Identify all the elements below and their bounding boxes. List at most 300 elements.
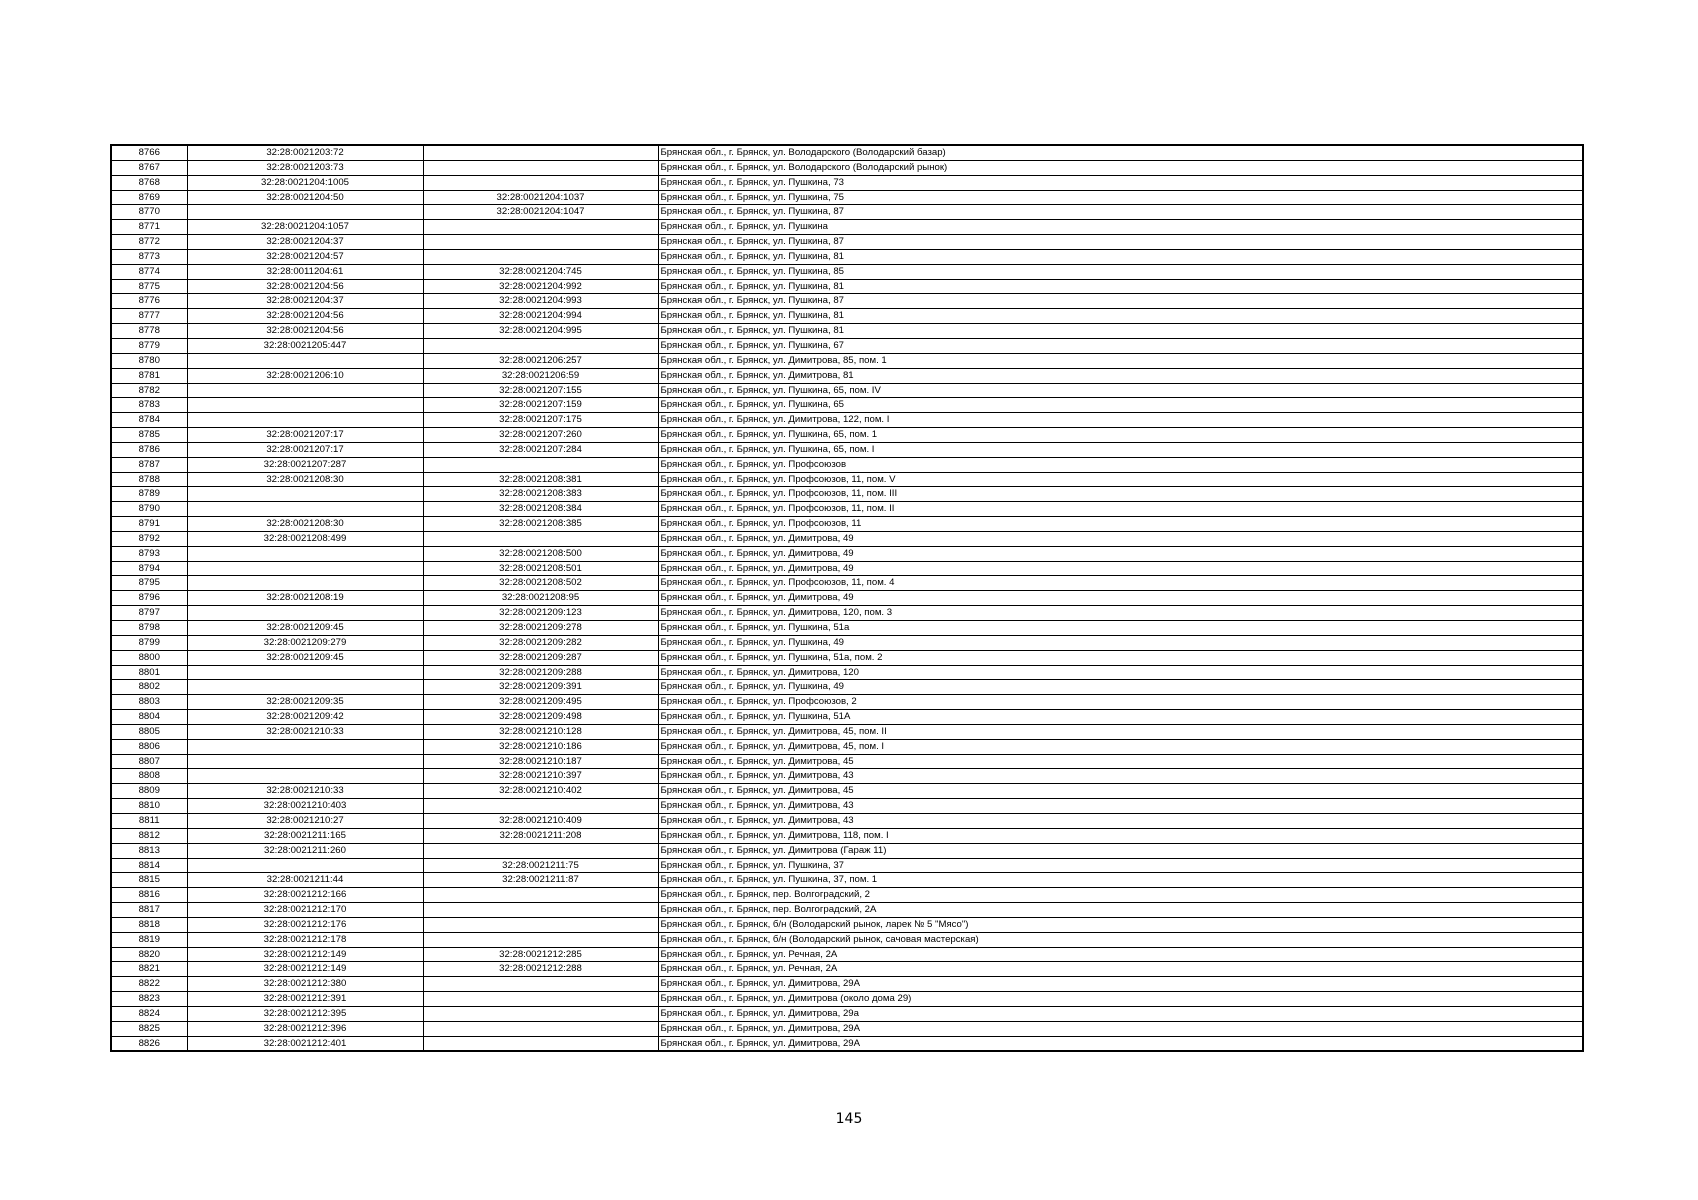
row-number-cell: 8796 <box>111 591 187 606</box>
building-cadastral-cell <box>423 992 658 1007</box>
land-cadastral-cell: 32:28:0021212:178 <box>187 932 423 947</box>
building-cadastral-cell: 32:28:0021204:994 <box>423 309 658 324</box>
building-cadastral-cell <box>423 145 658 160</box>
building-cadastral-cell: 32:28:0021208:502 <box>423 576 658 591</box>
row-number-cell: 8821 <box>111 962 187 977</box>
table-row <box>111 873 1583 888</box>
land-cadastral-cell: 32:28:0021206:10 <box>187 368 423 383</box>
row-number-cell: 8777 <box>111 309 187 324</box>
row-number-cell: 8823 <box>111 992 187 1007</box>
table-row <box>111 754 1583 769</box>
address-cell: Брянская обл., г. Брянск, ул. Пушкина, 81 <box>658 279 1583 294</box>
table-row <box>111 457 1583 472</box>
building-cadastral-cell <box>423 235 658 250</box>
building-cadastral-cell <box>423 338 658 353</box>
address-cell: Брянская обл., г. Брянск, ул. Пушкина, 51А <box>658 710 1583 725</box>
address-cell: Брянская обл., г. Брянск, ул. Пушкина, 81 <box>658 309 1583 324</box>
row-number-cell: 8808 <box>111 769 187 784</box>
address-cell: Брянская обл., г. Брянск, ул. Пушкина, 49 <box>658 635 1583 650</box>
table-row <box>111 398 1583 413</box>
table-row <box>111 309 1583 324</box>
land-cadastral-cell: 32:28:0021209:279 <box>187 635 423 650</box>
land-cadastral-cell: 32:28:0021212:395 <box>187 1006 423 1021</box>
row-number-cell: 8803 <box>111 695 187 710</box>
row-number-cell: 8790 <box>111 502 187 517</box>
land-cadastral-cell <box>187 398 423 413</box>
row-number-cell: 8789 <box>111 487 187 502</box>
address-cell: Брянская обл., г. Брянск, ул. Профсоюзов <box>658 457 1583 472</box>
table-row <box>111 205 1583 220</box>
building-cadastral-cell: 32:28:0021204:1037 <box>423 190 658 205</box>
row-number-cell: 8797 <box>111 606 187 621</box>
row-number-cell: 8792 <box>111 531 187 546</box>
building-cadastral-cell: 32:28:0021209:287 <box>423 650 658 665</box>
address-cell: Брянская обл., г. Брянск, ул. Димитрова, 29А <box>658 1021 1583 1036</box>
land-cadastral-cell: 32:28:0021212:176 <box>187 917 423 932</box>
address-cell: Брянская обл., г. Брянск, ул. Димитрова, 45, пом. II <box>658 724 1583 739</box>
table-row <box>111 858 1583 873</box>
row-number-cell: 8809 <box>111 784 187 799</box>
row-number-cell: 8785 <box>111 428 187 443</box>
address-cell: Брянская обл., г. Брянск, ул. Пушкина, 75 <box>658 190 1583 205</box>
address-cell: Брянская обл., г. Брянск, ул. Пушкина, 85 <box>658 264 1583 279</box>
row-number-cell: 8779 <box>111 338 187 353</box>
address-cell: Брянская обл., г. Брянск, пер. Волгоградский, 2А <box>658 903 1583 918</box>
table-row <box>111 606 1583 621</box>
building-cadastral-cell: 32:28:0021210:402 <box>423 784 658 799</box>
row-number-cell: 8768 <box>111 175 187 190</box>
table-row <box>111 442 1583 457</box>
land-cadastral-cell <box>187 769 423 784</box>
row-number-cell: 8806 <box>111 739 187 754</box>
row-number-cell: 8788 <box>111 472 187 487</box>
land-cadastral-cell: 32:28:0021204:56 <box>187 279 423 294</box>
row-number-cell: 8801 <box>111 665 187 680</box>
land-cadastral-cell: 32:28:0021209:45 <box>187 621 423 636</box>
row-number-cell: 8766 <box>111 145 187 160</box>
building-cadastral-cell <box>423 1006 658 1021</box>
address-cell: Брянская обл., г. Брянск, ул. Профсоюзов, 11, пом. II <box>658 502 1583 517</box>
address-cell: Брянская обл., г. Брянск, ул. Пушкина, 51а, пом. 2 <box>658 650 1583 665</box>
address-cell: Брянская обл., г. Брянск, ул. Пушкина, 65, пом. 1 <box>658 428 1583 443</box>
table-row <box>111 294 1583 309</box>
land-cadastral-cell: 32:28:0021210:27 <box>187 813 423 828</box>
table-row <box>111 220 1583 235</box>
table-row <box>111 888 1583 903</box>
address-cell: Брянская обл., г. Брянск, ул. Димитрова, 49 <box>658 561 1583 576</box>
table-row <box>111 472 1583 487</box>
land-cadastral-cell <box>187 665 423 680</box>
land-cadastral-cell: 32:28:0021203:72 <box>187 145 423 160</box>
table-row <box>111 235 1583 250</box>
land-cadastral-cell: 32:28:0011204:61 <box>187 264 423 279</box>
land-cadastral-cell: 32:28:0021204:57 <box>187 249 423 264</box>
land-cadastral-cell: 32:28:0021209:42 <box>187 710 423 725</box>
land-cadastral-cell <box>187 754 423 769</box>
table-row <box>111 428 1583 443</box>
address-cell: Брянская обл., г. Брянск, ул. Профсоюзов, 11, пом. III <box>658 487 1583 502</box>
building-cadastral-cell: 32:28:0021210:397 <box>423 769 658 784</box>
building-cadastral-cell <box>423 1036 658 1051</box>
table-row <box>111 413 1583 428</box>
table-row <box>111 932 1583 947</box>
table-row <box>111 487 1583 502</box>
building-cadastral-cell: 32:28:0021210:186 <box>423 739 658 754</box>
address-cell: Брянская обл., г. Брянск, ул. Пушкина, 87 <box>658 235 1583 250</box>
row-number-cell: 8810 <box>111 799 187 814</box>
building-cadastral-cell <box>423 175 658 190</box>
table-row <box>111 962 1583 977</box>
row-number-cell: 8786 <box>111 442 187 457</box>
table-row <box>111 353 1583 368</box>
table-row <box>111 264 1583 279</box>
row-number-cell: 8782 <box>111 383 187 398</box>
address-cell: Брянская обл., г. Брянск, ул. Димитрова (Гараж 11) <box>658 843 1583 858</box>
table-row <box>111 546 1583 561</box>
page-number: 145 <box>835 1111 863 1127</box>
land-cadastral-cell <box>187 383 423 398</box>
row-number-cell: 8795 <box>111 576 187 591</box>
address-cell: Брянская обл., г. Брянск, ул. Димитрова, 49 <box>658 546 1583 561</box>
table-row <box>111 1006 1583 1021</box>
land-cadastral-cell: 32:28:0021210:33 <box>187 784 423 799</box>
row-number-cell: 8825 <box>111 1021 187 1036</box>
row-number-cell: 8772 <box>111 235 187 250</box>
address-cell: Брянская обл., г. Брянск, ул. Пушкина, 37, пом. 1 <box>658 873 1583 888</box>
row-number-cell: 8799 <box>111 635 187 650</box>
row-number-cell: 8811 <box>111 813 187 828</box>
building-cadastral-cell: 32:28:0021204:993 <box>423 294 658 309</box>
building-cadastral-cell: 32:28:0021208:383 <box>423 487 658 502</box>
address-cell: Брянская обл., г. Брянск, ул. Профсоюзов, 11, пом. 4 <box>658 576 1583 591</box>
address-cell: Брянская обл., г. Брянск, ул. Димитрова, 43 <box>658 769 1583 784</box>
address-cell: Брянская обл., г. Брянск, ул. Речная, 2А <box>658 947 1583 962</box>
land-cadastral-cell: 32:28:0021211:44 <box>187 873 423 888</box>
address-cell: Брянская обл., г. Брянск, ул. Пушкина, 87 <box>658 205 1583 220</box>
building-cadastral-cell: 32:28:0021207:155 <box>423 383 658 398</box>
row-number-cell: 8805 <box>111 724 187 739</box>
address-cell: Брянская обл., г. Брянск, ул. Димитрова, 85, пом. 1 <box>658 353 1583 368</box>
building-cadastral-cell: 32:28:0021209:288 <box>423 665 658 680</box>
land-cadastral-cell: 32:28:0021211:165 <box>187 828 423 843</box>
land-cadastral-cell <box>187 561 423 576</box>
building-cadastral-cell: 32:28:0021207:260 <box>423 428 658 443</box>
building-cadastral-cell: 32:28:0021210:128 <box>423 724 658 739</box>
building-cadastral-cell <box>423 249 658 264</box>
table-row <box>111 175 1583 190</box>
address-cell: Брянская обл., г. Брянск, ул. Володарского (Володарский рынок) <box>658 160 1583 175</box>
row-number-cell: 8800 <box>111 650 187 665</box>
address-cell: Брянская обл., г. Брянск, ул. Пушкина, 73 <box>658 175 1583 190</box>
table-row <box>111 650 1583 665</box>
address-cell: Брянская обл., г. Брянск, б/н (Володарский рынок, ларек № 5 "Мясо") <box>658 917 1583 932</box>
building-cadastral-cell: 32:28:0021207:159 <box>423 398 658 413</box>
table-row <box>111 190 1583 205</box>
building-cadastral-cell: 32:28:0021208:95 <box>423 591 658 606</box>
building-cadastral-cell <box>423 932 658 947</box>
row-number-cell: 8812 <box>111 828 187 843</box>
table-row <box>111 160 1583 175</box>
building-cadastral-cell: 32:28:0021204:1047 <box>423 205 658 220</box>
building-cadastral-cell: 32:28:0021211:208 <box>423 828 658 843</box>
address-cell: Брянская обл., г. Брянск, ул. Пушкина <box>658 220 1583 235</box>
address-cell: Брянская обл., г. Брянск, ул. Профсоюзов, 11, пом. V <box>658 472 1583 487</box>
land-cadastral-cell: 32:28:0021210:403 <box>187 799 423 814</box>
table-row <box>111 621 1583 636</box>
address-cell: Брянская обл., г. Брянск, ул. Пушкина, 87 <box>658 294 1583 309</box>
table-row <box>111 665 1583 680</box>
address-cell: Брянская обл., г. Брянск, ул. Пушкина, 37 <box>658 858 1583 873</box>
table-row <box>111 828 1583 843</box>
address-cell: Брянская обл., г. Брянск, пер. Волгоградский, 2 <box>658 888 1583 903</box>
table-row <box>111 903 1583 918</box>
building-cadastral-cell <box>423 531 658 546</box>
table-row <box>111 977 1583 992</box>
land-cadastral-cell <box>187 576 423 591</box>
table-row <box>111 531 1583 546</box>
address-cell: Брянская обл., г. Брянск, ул. Димитрова, 43 <box>658 813 1583 828</box>
table-row <box>111 502 1583 517</box>
land-cadastral-cell: 32:28:0021212:170 <box>187 903 423 918</box>
table-row <box>111 784 1583 799</box>
land-cadastral-cell: 32:28:0021208:19 <box>187 591 423 606</box>
address-cell: Брянская обл., г. Брянск, ул. Профсоюзов, 2 <box>658 695 1583 710</box>
row-number-cell: 8813 <box>111 843 187 858</box>
row-number-cell: 8804 <box>111 710 187 725</box>
land-cadastral-cell: 32:28:0021212:401 <box>187 1036 423 1051</box>
building-cadastral-cell: 32:28:0021207:175 <box>423 413 658 428</box>
row-number-cell: 8780 <box>111 353 187 368</box>
address-cell: Брянская обл., г. Брянск, ул. Пушкина, 67 <box>658 338 1583 353</box>
land-cadastral-cell: 32:28:0021207:17 <box>187 428 423 443</box>
table-row <box>111 145 1583 160</box>
land-cadastral-cell <box>187 413 423 428</box>
table-row <box>111 739 1583 754</box>
address-cell: Брянская обл., г. Брянск, ул. Димитрова, 29А <box>658 977 1583 992</box>
building-cadastral-cell: 32:28:0021208:385 <box>423 517 658 532</box>
row-number-cell: 8775 <box>111 279 187 294</box>
land-cadastral-cell: 32:28:0021209:45 <box>187 650 423 665</box>
land-cadastral-cell: 32:28:0021208:499 <box>187 531 423 546</box>
land-cadastral-cell: 32:28:0021212:380 <box>187 977 423 992</box>
building-cadastral-cell: 32:28:0021209:498 <box>423 710 658 725</box>
land-cadastral-cell: 32:28:0021204:50 <box>187 190 423 205</box>
land-cadastral-cell <box>187 502 423 517</box>
row-number-cell: 8783 <box>111 398 187 413</box>
land-cadastral-cell <box>187 680 423 695</box>
building-cadastral-cell: 32:28:0021204:995 <box>423 324 658 339</box>
table-row <box>111 338 1583 353</box>
address-cell: Брянская обл., г. Брянск, ул. Димитрова, 45, пом. I <box>658 739 1583 754</box>
address-cell: Брянская обл., г. Брянск, ул. Димитрова, 29А <box>658 1036 1583 1051</box>
land-cadastral-cell: 32:28:0021207:287 <box>187 457 423 472</box>
land-cadastral-cell: 32:28:0021204:1057 <box>187 220 423 235</box>
land-cadastral-cell: 32:28:0021211:260 <box>187 843 423 858</box>
land-cadastral-cell <box>187 606 423 621</box>
address-cell: Брянская обл., г. Брянск, ул. Димитрова, 29а <box>658 1006 1583 1021</box>
table-row <box>111 1036 1583 1051</box>
row-number-cell: 8776 <box>111 294 187 309</box>
table-row <box>111 799 1583 814</box>
address-cell: Брянская обл., г. Брянск, ул. Пушкина, 81 <box>658 249 1583 264</box>
building-cadastral-cell <box>423 917 658 932</box>
address-cell: Брянская обл., г. Брянск, ул. Димитрова, 49 <box>658 591 1583 606</box>
address-cell: Брянская обл., г. Брянск, ул. Димитрова, 120 <box>658 665 1583 680</box>
building-cadastral-cell <box>423 160 658 175</box>
building-cadastral-cell: 32:28:0021204:745 <box>423 264 658 279</box>
table-row <box>111 561 1583 576</box>
building-cadastral-cell: 32:28:0021209:391 <box>423 680 658 695</box>
address-cell: Брянская обл., г. Брянск, ул. Димитрова, 45 <box>658 754 1583 769</box>
building-cadastral-cell <box>423 799 658 814</box>
building-cadastral-cell: 32:28:0021211:75 <box>423 858 658 873</box>
building-cadastral-cell <box>423 888 658 903</box>
address-cell: Брянская обл., г. Брянск, ул. Димитрова, 81 <box>658 368 1583 383</box>
address-cell: Брянская обл., г. Брянск, ул. Пушкина, 49 <box>658 680 1583 695</box>
building-cadastral-cell: 32:28:0021208:500 <box>423 546 658 561</box>
table-row <box>111 383 1583 398</box>
row-number-cell: 8820 <box>111 947 187 962</box>
table-row <box>111 843 1583 858</box>
table-row <box>111 695 1583 710</box>
address-cell: Брянская обл., г. Брянск, ул. Пушкина, 65, пом. I <box>658 442 1583 457</box>
land-cadastral-cell <box>187 858 423 873</box>
row-number-cell: 8816 <box>111 888 187 903</box>
row-number-cell: 8771 <box>111 220 187 235</box>
table-row <box>111 1021 1583 1036</box>
address-cell: Брянская обл., г. Брянск, ул. Пушкина, 65, пом. IV <box>658 383 1583 398</box>
building-cadastral-cell: 32:28:0021210:409 <box>423 813 658 828</box>
address-cell: Брянская обл., г. Брянск, ул. Профсоюзов, 11 <box>658 517 1583 532</box>
land-cadastral-cell: 32:28:0021208:30 <box>187 517 423 532</box>
building-cadastral-cell <box>423 843 658 858</box>
land-cadastral-cell <box>187 205 423 220</box>
building-cadastral-cell: 32:28:0021212:285 <box>423 947 658 962</box>
table-row <box>111 769 1583 784</box>
table-row <box>111 576 1583 591</box>
land-cadastral-cell: 32:28:0021204:56 <box>187 324 423 339</box>
row-number-cell: 8793 <box>111 546 187 561</box>
building-cadastral-cell <box>423 220 658 235</box>
address-cell: Брянская обл., г. Брянск, ул. Димитрова, 45 <box>658 784 1583 799</box>
row-number-cell: 8770 <box>111 205 187 220</box>
building-cadastral-cell <box>423 1021 658 1036</box>
land-cadastral-cell: 32:28:0021212:391 <box>187 992 423 1007</box>
building-cadastral-cell: 32:28:0021210:187 <box>423 754 658 769</box>
address-cell: Брянская обл., г. Брянск, ул. Димитрова, 122, пом. I <box>658 413 1583 428</box>
address-cell: Брянская обл., г. Брянск, ул. Володарского (Володарский базар) <box>658 145 1583 160</box>
table-row <box>111 680 1583 695</box>
building-cadastral-cell: 32:28:0021211:87 <box>423 873 658 888</box>
row-number-cell: 8784 <box>111 413 187 428</box>
row-number-cell: 8787 <box>111 457 187 472</box>
row-number-cell: 8818 <box>111 917 187 932</box>
row-number-cell: 8819 <box>111 932 187 947</box>
row-number-cell: 8791 <box>111 517 187 532</box>
address-cell: Брянская обл., г. Брянск, ул. Димитрова (около дома 29) <box>658 992 1583 1007</box>
land-cadastral-cell: 32:28:0021205:447 <box>187 338 423 353</box>
land-cadastral-cell <box>187 487 423 502</box>
table-row <box>111 635 1583 650</box>
address-cell: Брянская обл., г. Брянск, ул. Речная, 2А <box>658 962 1583 977</box>
row-number-cell: 8822 <box>111 977 187 992</box>
land-cadastral-cell <box>187 546 423 561</box>
row-number-cell: 8817 <box>111 903 187 918</box>
table-row <box>111 324 1583 339</box>
property-table <box>110 144 1584 1052</box>
building-cadastral-cell: 32:28:0021209:282 <box>423 635 658 650</box>
land-cadastral-cell <box>187 739 423 754</box>
row-number-cell: 8807 <box>111 754 187 769</box>
land-cadastral-cell: 32:28:0021204:1005 <box>187 175 423 190</box>
row-number-cell: 8778 <box>111 324 187 339</box>
land-cadastral-cell <box>187 353 423 368</box>
row-number-cell: 8814 <box>111 858 187 873</box>
land-cadastral-cell: 32:28:0021204:37 <box>187 294 423 309</box>
building-cadastral-cell <box>423 457 658 472</box>
building-cadastral-cell <box>423 977 658 992</box>
table-row <box>111 517 1583 532</box>
building-cadastral-cell: 32:28:0021208:381 <box>423 472 658 487</box>
land-cadastral-cell: 32:28:0021204:37 <box>187 235 423 250</box>
building-cadastral-cell: 32:28:0021209:123 <box>423 606 658 621</box>
row-number-cell: 8767 <box>111 160 187 175</box>
table-row <box>111 249 1583 264</box>
property-table-body <box>111 145 1583 1051</box>
row-number-cell: 8802 <box>111 680 187 695</box>
table-row <box>111 724 1583 739</box>
land-cadastral-cell: 32:28:0021212:166 <box>187 888 423 903</box>
building-cadastral-cell: 32:28:0021208:501 <box>423 561 658 576</box>
address-cell: Брянская обл., г. Брянск, б/н (Володарский рынок, сачовая мастерская) <box>658 932 1583 947</box>
address-cell: Брянская обл., г. Брянск, ул. Димитрова, 120, пом. 3 <box>658 606 1583 621</box>
row-number-cell: 8773 <box>111 249 187 264</box>
land-cadastral-cell: 32:28:0021208:30 <box>187 472 423 487</box>
row-number-cell: 8769 <box>111 190 187 205</box>
table-row <box>111 368 1583 383</box>
building-cadastral-cell: 32:28:0021207:284 <box>423 442 658 457</box>
table-row <box>111 710 1583 725</box>
building-cadastral-cell: 32:28:0021208:384 <box>423 502 658 517</box>
table-row <box>111 591 1583 606</box>
row-number-cell: 8815 <box>111 873 187 888</box>
land-cadastral-cell: 32:28:0021212:396 <box>187 1021 423 1036</box>
table-row <box>111 917 1583 932</box>
building-cadastral-cell: 32:28:0021209:495 <box>423 695 658 710</box>
row-number-cell: 8794 <box>111 561 187 576</box>
row-number-cell: 8824 <box>111 1006 187 1021</box>
row-number-cell: 8798 <box>111 621 187 636</box>
row-number-cell: 8774 <box>111 264 187 279</box>
address-cell: Брянская обл., г. Брянск, ул. Димитрова, 49 <box>658 531 1583 546</box>
address-cell: Брянская обл., г. Брянск, ул. Димитрова, 43 <box>658 799 1583 814</box>
table-row <box>111 813 1583 828</box>
table-row <box>111 992 1583 1007</box>
land-cadastral-cell: 32:28:0021212:149 <box>187 962 423 977</box>
table-row <box>111 279 1583 294</box>
building-cadastral-cell: 32:28:0021206:257 <box>423 353 658 368</box>
building-cadastral-cell: 32:28:0021204:992 <box>423 279 658 294</box>
building-cadastral-cell: 32:28:0021209:278 <box>423 621 658 636</box>
building-cadastral-cell: 32:28:0021212:288 <box>423 962 658 977</box>
land-cadastral-cell: 32:28:0021212:149 <box>187 947 423 962</box>
building-cadastral-cell <box>423 903 658 918</box>
land-cadastral-cell: 32:28:0021203:73 <box>187 160 423 175</box>
address-cell: Брянская обл., г. Брянск, ул. Димитрова, 118, пом. I <box>658 828 1583 843</box>
table-row <box>111 947 1583 962</box>
row-number-cell: 8826 <box>111 1036 187 1051</box>
address-cell: Брянская обл., г. Брянск, ул. Пушкина, 81 <box>658 324 1583 339</box>
